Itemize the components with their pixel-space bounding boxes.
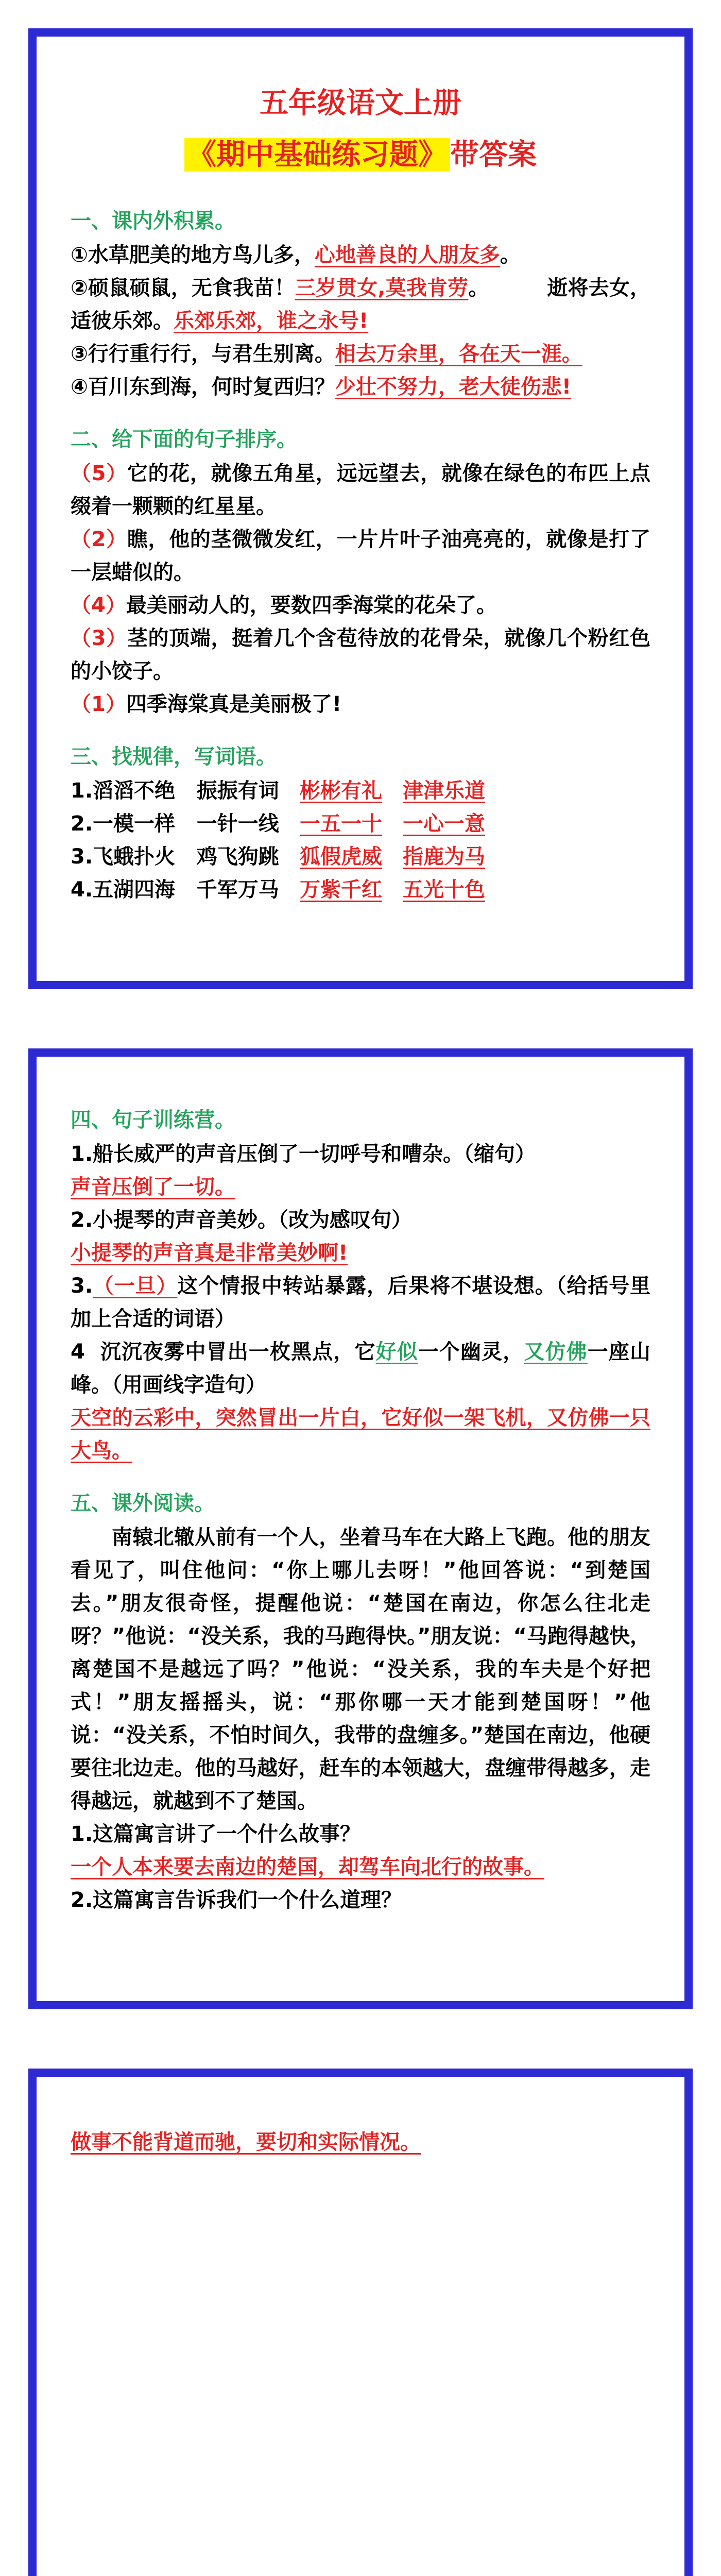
word-row: [71, 873, 650, 906]
answer-text: 小提琴的声音真是非常美妙啊!: [71, 1241, 348, 1265]
order-text: 瞧，他的茎微微发红，一片片叶子油亮亮的，就像是打了一层蜡似的。: [71, 528, 650, 584]
word-answer: 狐假虎威: [300, 845, 382, 869]
document-title: 五年级语文上册: [260, 87, 461, 120]
section-accumulation: [71, 207, 650, 403]
section-reading: [71, 1489, 650, 1917]
question-item: [71, 370, 650, 403]
question-text: 一座山峰。（用画线字造句）: [71, 1340, 651, 1397]
underlined-word: 好似: [375, 1340, 418, 1364]
order-text: 它的花，就像五角星，远远望去，就像在绿色的布匹上点缀着一颗颗的红星星。: [71, 462, 650, 518]
question-item: [71, 337, 650, 370]
order-number: （3）: [71, 626, 127, 650]
word-question: 3.飞蛾扑火 鸡飞狗跳: [71, 845, 279, 869]
order-item: [71, 523, 650, 589]
section-heading: 五、课外阅读。: [71, 1492, 215, 1515]
order-item: [71, 457, 650, 523]
word-row: [71, 840, 650, 873]
answer-text: 做事不能背道而驰，要切和实际情况。: [71, 2130, 421, 2154]
answer-text: 相去万余里，各在天一涯。: [335, 342, 582, 366]
answer-text: 三岁贯女,莫我肯劳: [295, 276, 469, 300]
question-text: 1.船长威严的声音压倒了一切呼号和嘈杂。（缩句）: [71, 1142, 536, 1166]
question-text: ②硕鼠硕鼠，无食我苗！: [71, 276, 295, 300]
answer-text: 声音压倒了一切。: [71, 1175, 235, 1199]
question-item: [71, 1269, 650, 1335]
word-question: 1.滔滔不绝 振振有词: [71, 779, 279, 803]
word-answer: 一五一十: [300, 812, 382, 836]
word-answer: 彬彬有礼: [300, 779, 382, 803]
question-text: ③行行重行行，与君生别离。: [71, 342, 335, 366]
order-item: [71, 622, 650, 688]
word-answer: 津津乐道: [403, 779, 485, 803]
section-heading: 二、给下面的句子排序。: [71, 428, 297, 451]
word-row: [71, 774, 650, 807]
answer-text: 天空的云彩中，突然冒出一片白，它好似一架飞机，又仿佛一只大鸟。: [71, 1406, 650, 1463]
question-text: 4 沉沉夜雾中冒出一枚黑点，它: [71, 1340, 376, 1364]
order-text: 茎的顶端，挺着几个含苞待放的花骨朵，就像几个粉红色的小饺子。: [71, 626, 650, 683]
question-item: [71, 1335, 650, 1401]
question-item: [71, 272, 650, 337]
word-answer: 万紫千红: [300, 878, 382, 902]
word-answer: 指鹿为马: [403, 845, 485, 869]
answer-text: 一个人本来要去南边的楚国，却驾车向北行的故事。: [71, 1855, 544, 1879]
answer-text: 心地善良的人朋友多: [314, 243, 500, 267]
section-heading: 三、找规律，写词语。: [71, 745, 277, 769]
answer-text: 乐郊乐郊，谁之永号!: [174, 309, 369, 333]
section-heading: 四、句子训练营。: [71, 1108, 235, 1132]
question-text: ④百川东到海，何时复西归？: [71, 375, 335, 399]
word-answer: 一心一意: [403, 812, 485, 836]
worksheet-card-3: [28, 2069, 693, 2576]
answer-text: （一旦）: [93, 1274, 178, 1298]
worksheet-card-2: [28, 1048, 693, 2009]
order-text: 四季海棠真是美丽极了!: [126, 692, 342, 716]
underlined-word: 又仿佛: [524, 1340, 588, 1364]
document-subtitle: [71, 133, 650, 177]
question-text: 这个情报中转站暴露，后果将不堪设想。（给括号里加上合适的词语）: [71, 1274, 651, 1331]
section-word-pattern: [71, 742, 650, 906]
order-number: （1）: [71, 692, 126, 716]
answer-text: 少壮不努力，老大徒伤悲!: [335, 375, 572, 399]
question-item: [71, 239, 650, 272]
question-text: 3.: [71, 1274, 93, 1298]
question-text: 1.这篇寓言讲了一个什么故事？: [71, 1822, 361, 1846]
worksheet-card-1: [28, 28, 693, 989]
section-heading: 一、课内外积累。: [71, 209, 235, 233]
question-text: ①水草肥美的地方鸟儿多，: [71, 243, 315, 267]
question-text: 。: [500, 243, 521, 267]
section-sentence-order: [71, 425, 650, 721]
reading-passage: 南辕北辙从前有一个人，坐着马车在大路上飞跑。他的朋友看见了，叫住他问：“你上哪儿去呀！”他回答说：“到楚国去。”朋友很奇怪，提醒他说：“楚国在南边，你怎么往北走呀？”他说：“没关系，我的马跑得快。”朋友说：“马跑得越快，离楚国不是越远了吗？”他说：“没关系，我的车夫是个好把式！”朋友摇摇头，说：“那你哪一天才能到楚国呀！”他说：“没关系，不怕时间久，我带的盘缠多。”楚国在南边，他硬要往北边走。他的马越好，赶车的本领越大，盘缠带得越多，走得越远，就越到不了楚国。: [71, 1526, 650, 1813]
order-number: （4）: [71, 594, 126, 617]
question-text: 2.小提琴的声音美妙。（改为感叹句）: [71, 1208, 413, 1232]
subtitle-tail: 带答案: [450, 138, 537, 172]
section-sentence-training: [71, 1106, 650, 1467]
order-number: （2）: [71, 528, 127, 551]
order-text: 最美丽动人的，要数四季海棠的花朵了。: [126, 594, 497, 617]
order-item: [71, 589, 650, 622]
question-text: 。 逝将去女，适彼乐郊。: [71, 276, 651, 333]
order-item: [71, 688, 650, 721]
question-text: 一个幽灵，: [418, 1340, 524, 1364]
order-number: （5）: [71, 462, 127, 485]
word-question: 2.一模一样 一针一线: [71, 812, 279, 836]
word-row: [71, 807, 650, 840]
subtitle-highlight: 《期中基础练习题》: [184, 138, 450, 172]
question-text: 2.这篇寓言告诉我们一个什么道理？: [71, 1888, 402, 1912]
word-answer: 五光十色: [403, 878, 485, 902]
word-question: 4.五湖四海 千军万马: [71, 878, 279, 902]
